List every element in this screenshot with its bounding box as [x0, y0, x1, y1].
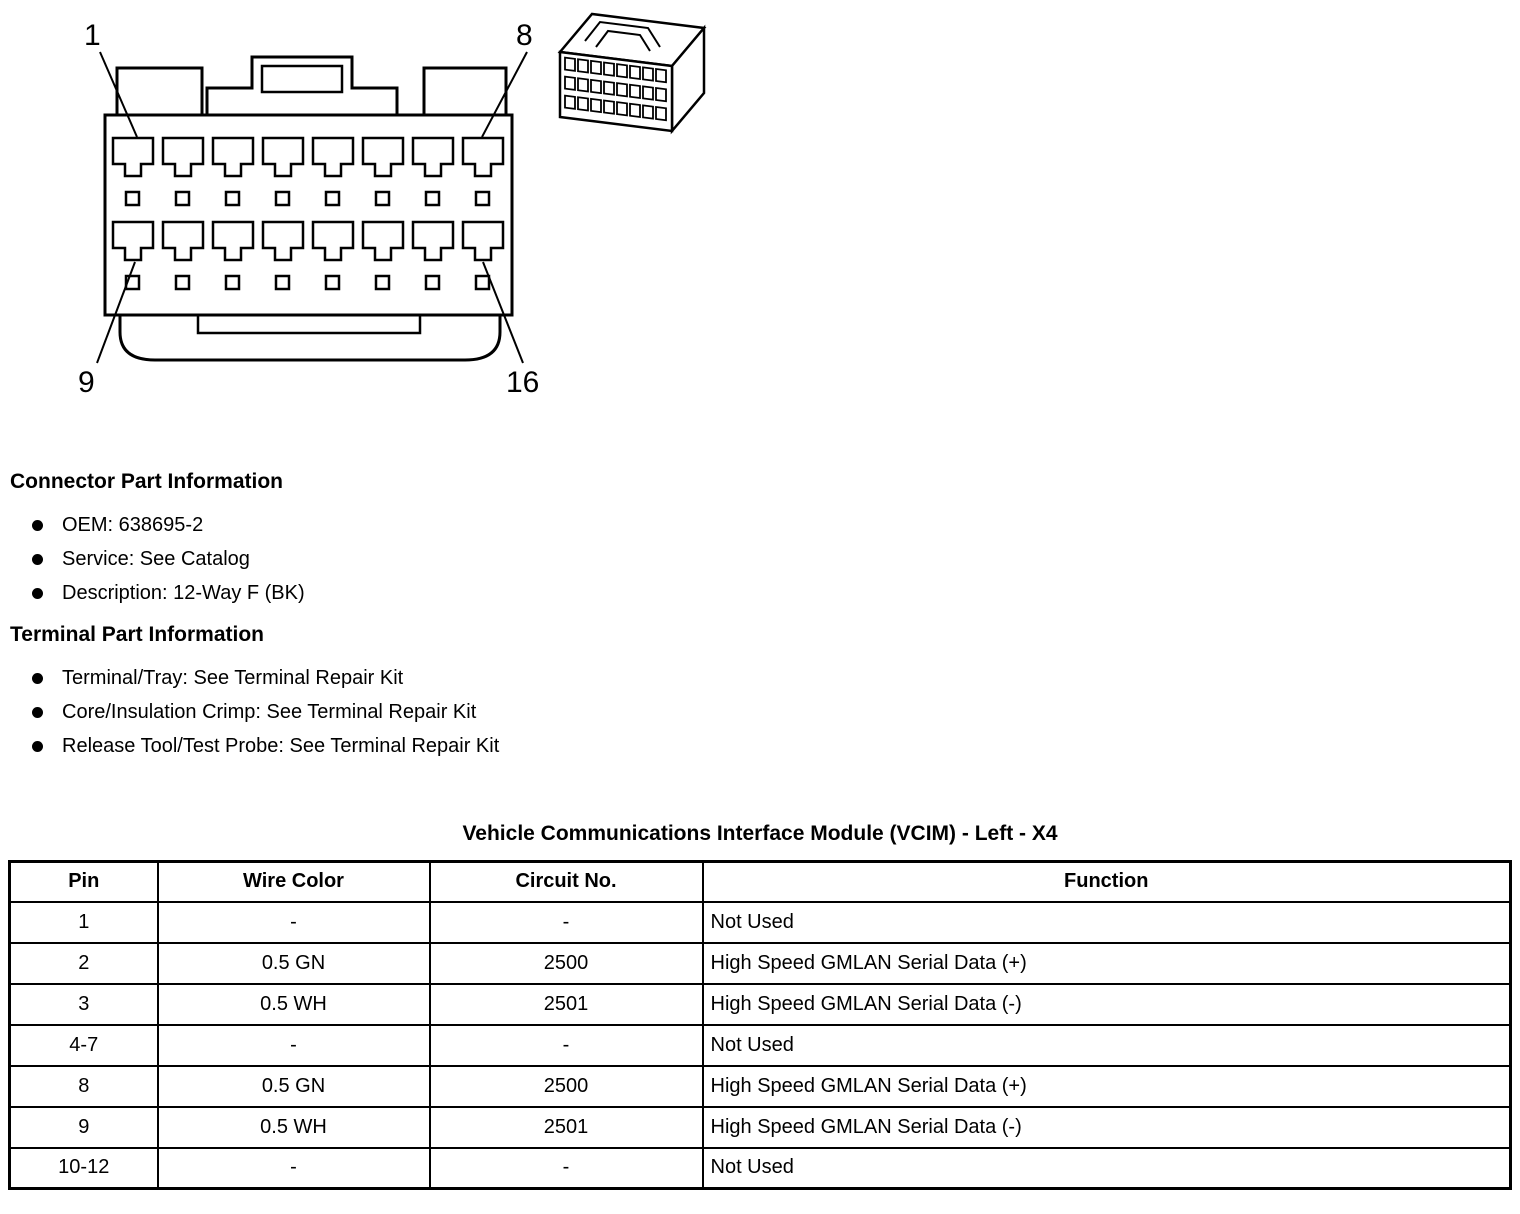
cell-function: High Speed GMLAN Serial Data (+) — [703, 943, 1511, 984]
cell-function: High Speed GMLAN Serial Data (-) — [703, 984, 1511, 1025]
cell-pin: 3 — [10, 984, 158, 1025]
list-item-text: Service: See Catalog — [62, 548, 250, 570]
connector-front-view — [105, 57, 512, 360]
cell-wire-color: 0.5 WH — [158, 984, 430, 1025]
pin-label-1: 1 — [84, 19, 101, 52]
header-pin: Pin — [10, 862, 158, 902]
cell-wire-color: 0.5 GN — [158, 943, 430, 984]
list-item — [32, 514, 990, 537]
connector-diagram — [0, 0, 760, 410]
cell-circuit-no: 2501 — [430, 1107, 703, 1148]
bullet-icon — [32, 741, 43, 752]
table-title: Vehicle Communications Interface Module (VCIM) - Left - X4 — [462, 822, 1058, 845]
connector-body — [105, 115, 512, 315]
terminal-slots-row-1 — [126, 192, 489, 205]
cell-wire-color: - — [158, 1148, 430, 1189]
table-row — [10, 902, 1511, 943]
connector-part-info-list — [10, 514, 990, 605]
connector-isometric-view — [560, 14, 704, 131]
cell-function: Not Used — [703, 902, 1511, 943]
cell-pin: 9 — [10, 1107, 158, 1148]
cell-circuit-no: - — [430, 902, 703, 943]
list-item — [32, 548, 990, 571]
table-row — [10, 1148, 1511, 1189]
top-tab-left — [117, 68, 202, 115]
list-item — [32, 667, 990, 690]
bullet-icon — [32, 520, 43, 531]
pinout-table — [8, 860, 1512, 1190]
cell-pin: 1 — [10, 902, 158, 943]
part-information-section — [10, 470, 990, 776]
list-item — [32, 701, 990, 724]
table-header-row — [10, 862, 1511, 902]
cell-function: High Speed GMLAN Serial Data (+) — [703, 1066, 1511, 1107]
cell-wire-color: - — [158, 1025, 430, 1066]
cell-pin: 2 — [10, 943, 158, 984]
list-item-text: Terminal/Tray: See Terminal Repair Kit — [62, 667, 404, 689]
cell-pin: 10-12 — [10, 1148, 158, 1189]
terminal-part-info-heading: Terminal Part Information — [10, 623, 264, 646]
cell-pin: 4-7 — [10, 1025, 158, 1066]
bullet-icon — [32, 588, 43, 599]
header-function: Function — [703, 862, 1511, 902]
top-tab-right — [424, 68, 506, 115]
pin-cavities-row-1 — [113, 138, 503, 176]
pin-label-16: 16 — [506, 366, 540, 399]
cell-function: High Speed GMLAN Serial Data (-) — [703, 1107, 1511, 1148]
cell-wire-color: 0.5 GN — [158, 1066, 430, 1107]
header-circuit-no: Circuit No. — [430, 862, 703, 902]
terminal-part-info-list — [10, 667, 990, 758]
cell-wire-color: 0.5 WH — [158, 1107, 430, 1148]
pin-cavities-row-2 — [113, 222, 503, 260]
table-row — [10, 943, 1511, 984]
bottom-lip — [120, 315, 500, 360]
top-latch-detail — [262, 66, 342, 92]
list-item-text: OEM: 638695-2 — [62, 514, 204, 536]
cell-function: Not Used — [703, 1148, 1511, 1189]
cell-circuit-no: 2500 — [430, 943, 703, 984]
list-item-text: Core/Insulation Crimp: See Terminal Repair Kit — [62, 701, 477, 723]
table-row — [10, 984, 1511, 1025]
connector-part-info-heading: Connector Part Information — [10, 470, 284, 493]
cell-circuit-no: 2500 — [430, 1066, 703, 1107]
terminal-slots-row-2 — [126, 276, 489, 289]
table-row — [10, 1107, 1511, 1148]
bullet-icon — [32, 554, 43, 565]
list-item-text: Release Tool/Test Probe: See Terminal Repair Kit — [62, 735, 500, 757]
cell-wire-color: - — [158, 902, 430, 943]
bullet-icon — [32, 707, 43, 718]
list-item — [32, 582, 990, 605]
pin-label-9: 9 — [78, 366, 95, 399]
list-item-text: Description: 12-Way F (BK) — [62, 582, 305, 604]
table-row — [10, 1025, 1511, 1066]
table-row — [10, 1066, 1511, 1107]
bullet-icon — [32, 673, 43, 684]
cell-function: Not Used — [703, 1025, 1511, 1066]
list-item — [32, 735, 990, 758]
cell-circuit-no: 2501 — [430, 984, 703, 1025]
cell-circuit-no: - — [430, 1148, 703, 1189]
cell-circuit-no: - — [430, 1025, 703, 1066]
pinout-table-section — [8, 822, 1512, 1190]
bottom-notch — [198, 315, 420, 333]
header-wire-color: Wire Color — [158, 862, 430, 902]
cell-pin: 8 — [10, 1066, 158, 1107]
pin-label-8: 8 — [516, 19, 533, 52]
